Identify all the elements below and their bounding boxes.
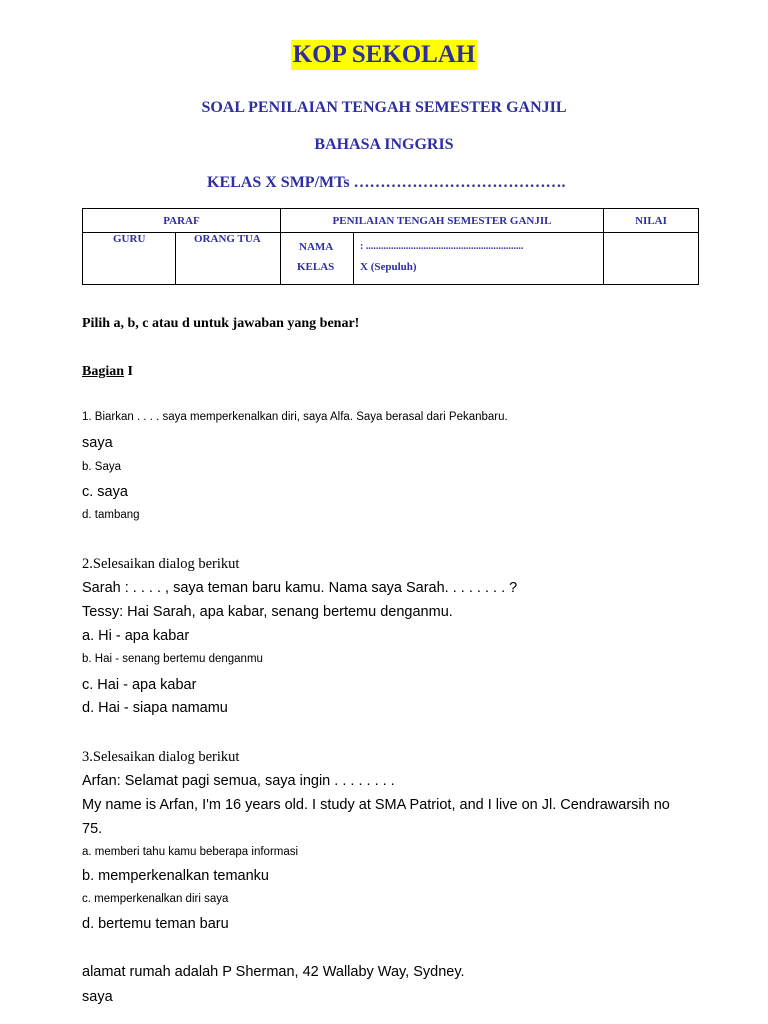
exam-title: SOAL PENILAIAN TENGAH SEMESTER GANJIL <box>201 99 567 116</box>
q2-option: c. Hai - apa kabar <box>82 677 197 693</box>
kop-title: KOP SEKOLAH <box>292 41 476 68</box>
label-cell <box>281 233 354 285</box>
nilai-cell <box>604 233 699 285</box>
identity-table <box>82 208 699 285</box>
paraf-header: PARAF <box>83 209 281 233</box>
kelas-value: X (Sepuluh) <box>360 261 417 273</box>
nama-label: NAMA <box>299 241 334 253</box>
class-line: KELAS X SMP/MTs …………………………………. <box>207 174 566 191</box>
q1-option: c. saya <box>82 484 128 500</box>
kop-sekolah <box>0 40 768 70</box>
q3-option: d. bertemu teman baru <box>82 916 229 932</box>
subject-title: BAHASA INGGRIS <box>314 136 454 153</box>
q2-option: b. Hai - senang bertemu denganmu <box>82 653 263 665</box>
q3-question: 3.Selesaikan dialog berikut <box>82 749 240 765</box>
extra-line: alamat rumah adalah P Sherman, 42 Wallaby Way, Sydney. <box>82 964 465 980</box>
q3-option: c. memperkenalkan diri saya <box>82 893 229 905</box>
section-underlined: Bagian <box>82 364 125 379</box>
q1-question: 1. Biarkan . . . . saya memperkenalkan diri, saya Alfa. Saya berasal dari Pekanbaru. <box>82 411 508 423</box>
nilai-header: NILAI <box>604 209 699 233</box>
section-heading <box>82 363 133 381</box>
orang-tua-label: ORANG TUA <box>194 233 261 245</box>
instruction: Pilih a, b, c atau d untuk jawaban yang benar! <box>82 316 360 331</box>
pts-header: PENILAIAN TENGAH SEMESTER GANJIL <box>281 209 604 233</box>
q2-line: Tessy: Hai Sarah, apa kabar, senang bertemu denganmu. <box>82 604 453 620</box>
q2-option: d. Hai - siapa namamu <box>82 700 228 716</box>
q2-question: 2.Selesaikan dialog berikut <box>82 556 240 572</box>
orang-tua-cell <box>176 233 281 285</box>
value-cell <box>354 233 604 285</box>
q2-option: a. Hi - apa kabar <box>82 628 190 644</box>
q1-option: d. tambang <box>82 509 140 521</box>
section-rest: I <box>124 364 133 379</box>
guru-cell <box>83 233 176 285</box>
q1-option: b. Saya <box>82 461 121 473</box>
guru-label: GURU <box>113 233 146 245</box>
kelas-label: KELAS <box>297 261 335 273</box>
q3-line: Arfan: Selamat pagi semua, saya ingin . . . . . . . . <box>82 773 395 789</box>
extra-line: saya <box>82 989 113 1005</box>
q3-line: My name is Arfan, I'm 16 years old. I study at SMA Patriot, and I live on Jl. Cendrawarsih no <box>82 797 670 813</box>
q3-line: 75. <box>82 821 103 837</box>
q3-option: b. memperkenalkan temanku <box>82 868 269 884</box>
q3-option: a. memberi tahu kamu beberapa informasi <box>82 846 299 858</box>
q1-option: saya <box>82 435 113 451</box>
nama-value: : ............................................................... <box>360 241 524 252</box>
q2-line: Sarah : . . . . , saya teman baru kamu. Nama saya Sarah. . . . . . . . ? <box>82 580 518 596</box>
